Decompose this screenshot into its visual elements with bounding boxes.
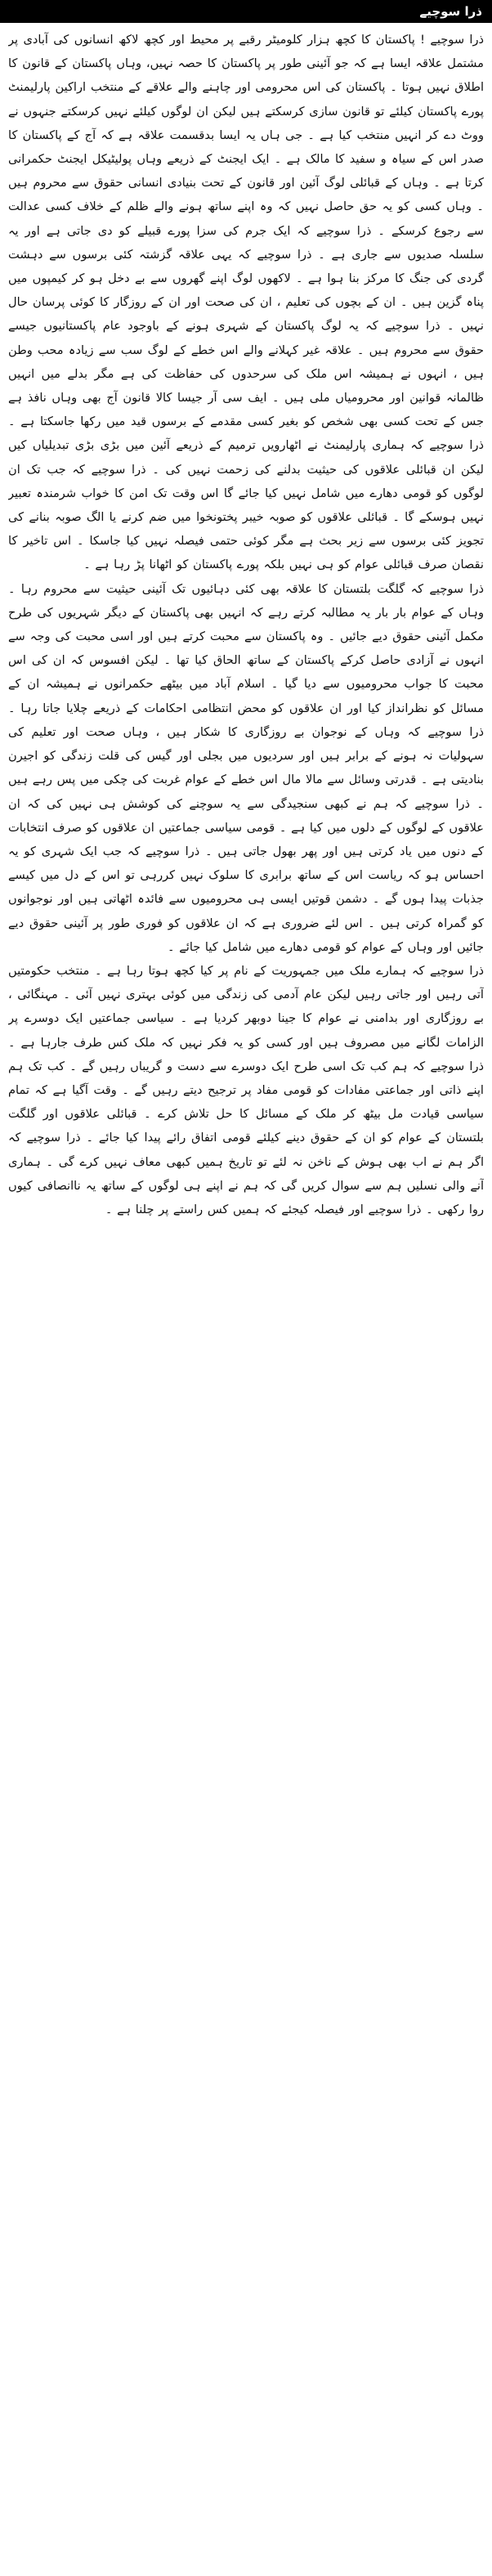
column-paragraph: ذرا سوچیے کہ گلگت بلتستان کا علاقہ بھی کئی دہائیوں تک آئینی حیثیت سے محروم رہا ۔ وہاں کے عوام بار بار یہ مطالبہ کرتے رہے کہ انہیں بھی پاکستان کے دیگر شہریوں کی طرح مکمل آئینی حقوق دیے جائیں ۔ وہ پاکستان سے محبت کرتے ہیں اور اسی محبت کی وجہ سے انہوں نے آزادی حاصل کرکے پاکستان کے ساتھ الحاق کیا تھا ۔ لیکن افسوس کہ ان کی اس محبت کا جواب محرومیوں سے دیا گیا ۔ اسلام آباد میں بیٹھے حکمرانوں نے ہمیشہ ان کے مسائل کو نظرانداز کیا اور ان علاقوں کو محض انتظامی احکامات کے ذریعے چلایا جاتا رہا ۔ ذرا سوچیے کہ وہاں کے نوجوان بے روزگاری کا شکار ہیں ، وہاں صحت اور تعلیم کی سہولیات نہ ہونے کے برابر ہیں اور سردیوں میں بجلی اور گیس کی قلت زندگی کو اجیرن بنادیتی ہے ۔ قدرتی وسائل سے مالا مال اس خطے کے عوام غربت کی چکی میں پس رہے ہیں ۔ ذرا سوچیے کہ ہم نے کبھی سنجیدگی سے یہ سوچنے کی کوشش ہی نہیں کی کہ ان علاقوں کے لوگوں کے دلوں میں کیا ہے ۔ قومی سیاسی جماعتیں ان علاقوں کو صرف انتخابات کے دنوں میں یاد کرتی ہیں اور پھر بھول جاتی ہیں ۔ ذرا سوچیے کہ جب ایک شہری کو یہ احساس ہو کہ ریاست اس کے ساتھ برابری کا سلوک نہیں کررہی تو اس کے دل میں کیسے جذبات پیدا ہوں گے ۔ دشمن قوتیں ایسی ہی محرومیوں سے فائدہ اٹھاتی ہیں اور نوجوانوں کو گمراہ کرتی ہیں ۔ اس لئے ضروری ہے کہ ان علاقوں کو فوری طور پر آئینی حقوق دیے جائیں اور وہاں کے عوام کو قومی دھارے میں شامل کیا جائے ۔ [8, 581, 484, 954]
column-paragraph: ذرا سوچیے ! پاکستان کا کچھ ہزار کلومیٹر رقبے پر محیط اور کچھ لاکھ انسانوں کی آبادی پر مشتمل علاقہ ایسا ہے کہ جو آئینی طور پر پاکستان کا حصہ نہیں، وہاں پاکستان کے قانون کا اطلاق نہیں ہوتا ۔ پاکستان کی اس محرومی اور چاہنے والے علاقے کے منتخب اراکین پارلیمنٹ پورے پاکستان کیلئے تو قانون سازی کرسکتے ہیں لیکن ان لوگوں کیلئے نہیں کرسکتے جنہوں نے ووٹ دے کر انہیں منتخب کیا ہے ۔ جی ہاں یہ ایسا بدقسمت علاقہ ہے کہ آج کے پاکستان کا صدر اس کے سیاہ و سفید کا مالک ہے ۔ ایک ایجنٹ کے ذریعے وہاں پولیٹیکل ایجنٹ حکمرانی کرتا ہے ۔ وہاں کے قبائلی لوگ آئین اور قانون کے تحت بنیادی انسانی حقوق سے محروم ہیں ۔ وہاں کسی کو یہ حق حاصل نہیں کہ وہ اپنے ساتھ ہونے والے ظلم کے خلاف کسی عدالت سے رجوع کرسکے ۔ ذرا سوچیے کہ ایک جرم کی سزا پورے قبیلے کو دی جاتی ہے اور یہ سلسلہ صدیوں سے جاری ہے ۔ ذرا سوچیے کہ یہی علاقہ گزشتہ کئی برسوں سے دہشت گردی کی جنگ کا مرکز بنا ہوا ہے ۔ لاکھوں لوگ اپنے گھروں سے بے دخل ہو کر کیمپوں میں پناہ گزین ہیں ۔ ان کے بچوں کی تعلیم ، ان کی صحت اور ان کے روزگار کا کوئی پرسان حال نہیں ۔ ذرا سوچیے کہ یہ لوگ پاکستان کے شہری ہونے کے باوجود عام پاکستانیوں جیسے حقوق سے محروم ہیں ۔ علاقہ غیر کہلانے والے اس خطے کے لوگ سب سے زیادہ محب وطن ہیں ، انہوں نے ہمیشہ اس ملک کی سرحدوں کی حفاظت کی ہے مگر بدلے میں انہیں ظالمانہ قوانین اور محرومیاں ملی ہیں ۔ ایف سی آر جیسا کالا قانون آج بھی وہاں نافذ ہے جس کے تحت کسی بھی شخص کو بغیر کسی مقدمے کے برسوں قید میں رکھا جاسکتا ہے ۔ ذرا سوچیے کہ ہماری پارلیمنٹ نے اٹھارویں ترمیم کے ذریعے آئین میں بڑی بڑی تبدیلیاں کیں لیکن ان قبائلی علاقوں کی حیثیت بدلنے کی زحمت نہیں کی ۔ ذرا سوچیے کہ جب تک ان لوگوں کو قومی دھارے میں شامل نہیں کیا جائے گا اس وقت تک امن کا خواب شرمندہ تعبیر نہیں ہوسکے گا ۔ قبائلی علاقوں کو صوبہ خیبر پختونخوا میں ضم کرنے یا الگ صوبہ بنانے کی تجویز کئی برسوں سے زیر بحث ہے مگر کوئی حتمی فیصلہ نہیں کیا جاسکا ۔ اس تاخیر کا نقصان صرف قبائلی عوام کو ہی نہیں بلکہ پورے پاکستان کو اٹھانا پڑ رہا ہے ۔ [8, 33, 484, 572]
column-header [0, 0, 492, 23]
column-title: ذرا سوچیے [419, 4, 482, 19]
column-body [8, 28, 484, 2570]
column-paragraph: ذرا سوچیے کہ ہمارے ملک میں جمہوریت کے نام پر کیا کچھ ہوتا رہا ہے ۔ منتخب حکومتیں آتی رہیں اور جاتی رہیں لیکن عام آدمی کی زندگی میں کوئی بہتری نہیں آئی ۔ مہنگائی ، بے روزگاری اور بدامنی نے عوام کا جینا دوبھر کردیا ہے ۔ سیاسی جماعتیں ایک دوسرے پر الزامات لگانے میں مصروف ہیں اور کسی کو یہ فکر نہیں کہ ملک کس طرف جارہا ہے ۔ ذرا سوچیے کہ ہم کب تک اسی طرح ایک دوسرے سے دست و گریباں رہیں گے ۔ کب تک ہم اپنے ذاتی اور جماعتی مفادات کو قومی مفاد پر ترجیح دیتے رہیں گے ۔ وقت آگیا ہے کہ تمام سیاسی قیادت مل بیٹھ کر ملک کے مسائل کا حل تلاش کرے ۔ قبائلی علاقوں اور گلگت بلتستان کے عوام کو ان کے حقوق دینے کیلئے قومی اتفاق رائے پیدا کیا جائے ۔ ذرا سوچیے کہ اگر ہم نے اب بھی ہوش کے ناخن نہ لئے تو تاریخ ہمیں کبھی معاف نہیں کرے گی ۔ ہماری آنے والی نسلیں ہم سے سوال کریں گی کہ ہم نے اپنے ہی لوگوں کے ساتھ یہ ناانصافی کیوں روا رکھی ۔ ذرا سوچیے اور فیصلہ کیجئے کہ ہمیں کس راستے پر چلنا ہے ۔ [8, 963, 484, 1216]
